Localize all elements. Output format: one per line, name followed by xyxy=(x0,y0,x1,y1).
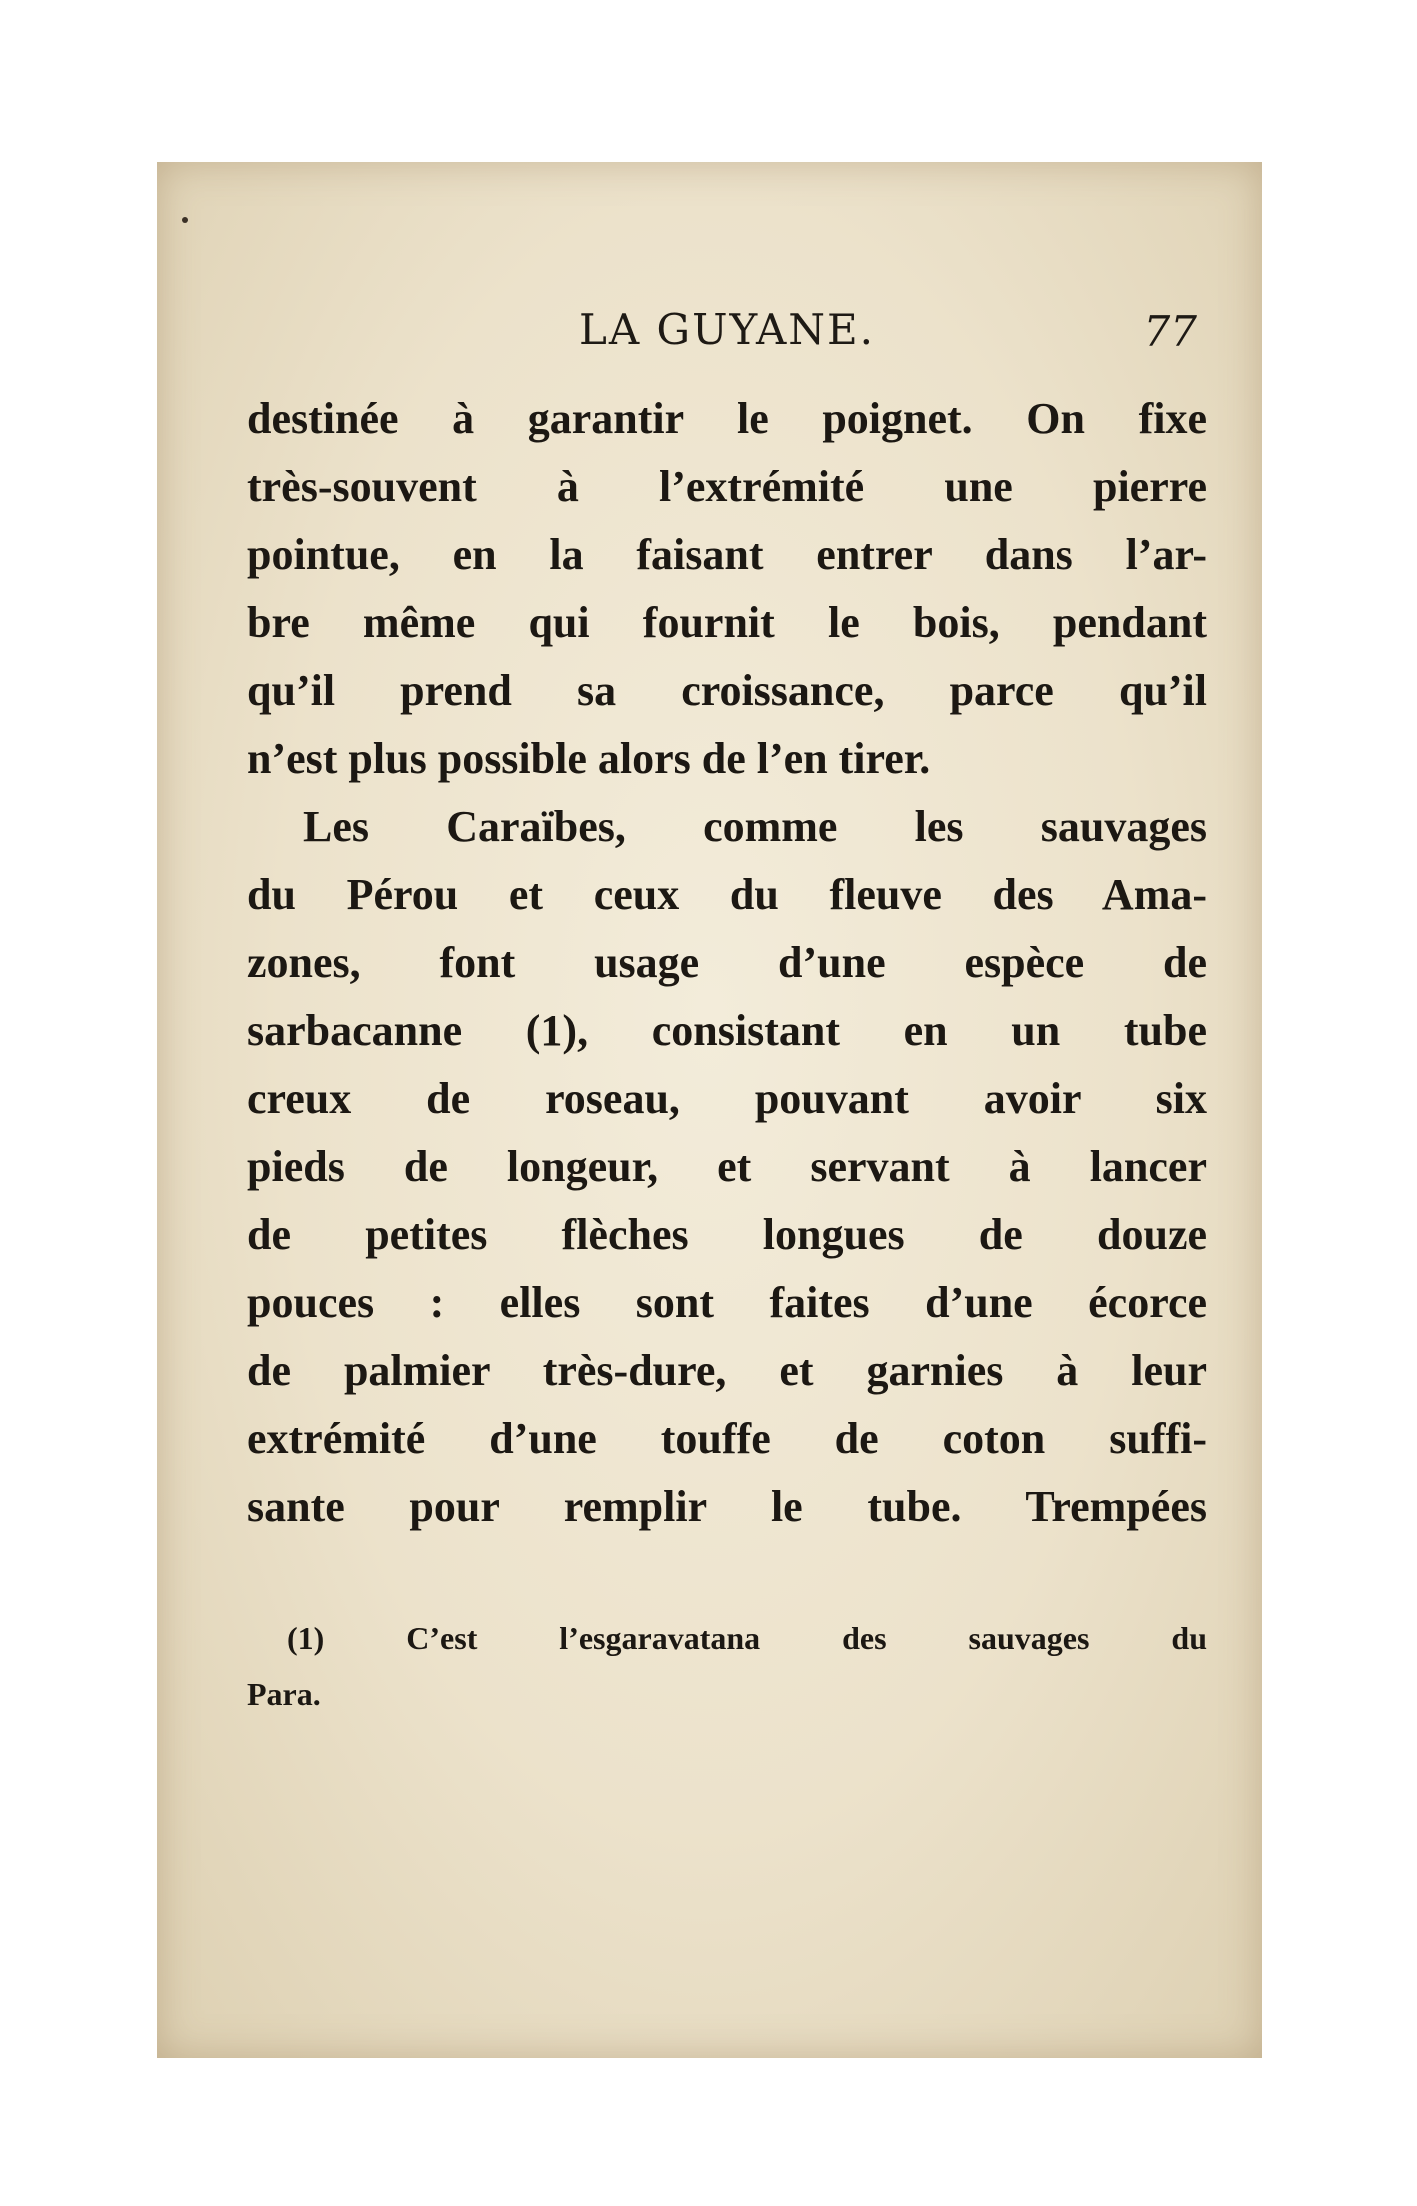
text-line: destinée à garantir le poignet. On fixe xyxy=(247,394,1207,443)
text-line: de palmier très-dure, et garnies à leur xyxy=(247,1346,1207,1395)
text-line: Les Caraïbes, comme les sauvages xyxy=(303,802,1207,851)
text-line: zones, font usage d’une espèce de xyxy=(247,938,1207,987)
text-line: extrémité d’une touffe de coton suffi- xyxy=(247,1414,1207,1463)
page-header xyxy=(247,305,1207,365)
text-line: pieds de longeur, et servant à lancer xyxy=(247,1142,1207,1191)
text-line: sante pour remplir le tube. Trempées xyxy=(247,1482,1207,1531)
footnote xyxy=(247,1610,1207,1722)
ink-speck xyxy=(182,217,188,223)
text-line: de petites flèches longues de douze xyxy=(247,1210,1207,1259)
body-text xyxy=(247,385,1207,1541)
text-line: bre même qui fournit le bois, pendant xyxy=(247,598,1207,647)
running-title: LA GUYANE. xyxy=(578,305,876,354)
page-number: 77 xyxy=(1143,307,1197,356)
text-line: pouces : elles sont faites d’une écorce xyxy=(247,1278,1207,1327)
footnote-line: (1) C’est l’esgaravatana des sauvages du xyxy=(287,1620,1207,1656)
book-page xyxy=(157,162,1262,2058)
text-line: qu’il prend sa croissance, parce qu’il xyxy=(247,666,1207,715)
text-line: du Pérou et ceux du fleuve des Ama- xyxy=(247,870,1207,919)
text-line: pointue, en la faisant entrer dans l’ar- xyxy=(247,530,1207,579)
text-line: sarbacanne (1), consistant en un tube xyxy=(247,1006,1207,1055)
footnote-line: Para. xyxy=(247,1676,321,1712)
text-line: creux de roseau, pouvant avoir six xyxy=(247,1074,1207,1123)
text-line: n’est plus possible alors de l’en tirer. xyxy=(247,734,931,783)
text-line: très-souvent à l’extrémité une pierre xyxy=(247,462,1207,511)
